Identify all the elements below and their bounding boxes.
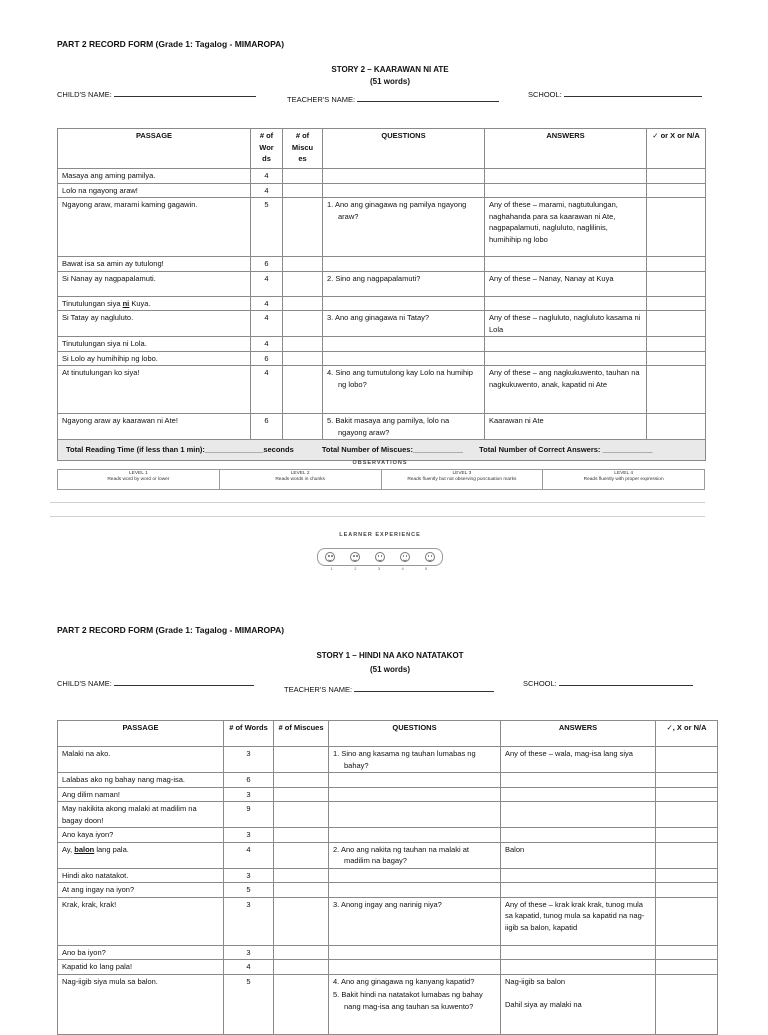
question-cell: 3. Ano ang ginagawa ni Tatay?	[323, 311, 485, 337]
check-cell[interactable]	[647, 366, 706, 414]
teacher-name-line[interactable]	[354, 684, 494, 692]
words-cell: 4	[251, 337, 283, 352]
total-reading-time[interactable]: Total Reading Time (if less than 1 min):______________seconds	[66, 445, 294, 454]
learner-experience-scale[interactable]	[317, 548, 443, 566]
passage-cell: Ano kaya iyon?	[58, 828, 224, 843]
words-cell: 9	[224, 802, 274, 828]
question-cell: 5. Bakit masaya ang pamilya, lolo na ngayong araw?	[323, 414, 485, 440]
form-title-2: PART 2 RECORD FORM (Grade 1: Tagalog - MIMAROPA)	[57, 625, 285, 635]
question-cell: 1. Sino ang kasama ng tauhan lumabas ng bahay?	[329, 747, 501, 773]
table-row	[58, 960, 718, 975]
table-row	[58, 337, 706, 352]
passage-cell: Nag-iigib siya mula sa balon.	[58, 974, 224, 1034]
passage-cell: Si Lolo ay humihihip ng lobo.	[58, 351, 251, 366]
miscues-cell[interactable]	[274, 945, 329, 960]
words-cell: 3	[224, 747, 274, 773]
check-cell[interactable]	[647, 414, 706, 440]
totals-row	[58, 440, 706, 461]
answer-cell: Kaarawan ni Ate	[485, 414, 647, 440]
form-title: PART 2 RECORD FORM (Grade 1: Tagalog - MIMAROPA)	[57, 39, 285, 49]
header-answers: ANSWERS	[485, 129, 647, 169]
check-cell[interactable]	[656, 883, 718, 898]
miscues-cell[interactable]	[283, 311, 323, 337]
teacher-name-line[interactable]	[357, 94, 499, 102]
words-cell: 3	[224, 868, 274, 883]
check-cell[interactable]	[647, 337, 706, 352]
smiley-face-icon[interactable]	[425, 552, 435, 562]
passage-cell: Bawat isa sa amin ay tutulong!	[58, 257, 251, 272]
header-passage: PASSAGE	[58, 129, 251, 169]
passage-cell: Si Tatay ay nagluluto.	[58, 311, 251, 337]
miscues-cell[interactable]	[274, 868, 329, 883]
header-words: # of Words	[224, 721, 274, 747]
header-check: ✓ or X or N/A	[647, 129, 706, 169]
table-row	[58, 257, 706, 272]
miscues-cell[interactable]	[274, 883, 329, 898]
table-row	[58, 787, 718, 802]
check-cell[interactable]	[656, 747, 718, 773]
miscues-cell[interactable]	[283, 183, 323, 198]
miscues-cell[interactable]	[283, 414, 323, 440]
table-row	[58, 296, 706, 311]
miscues-cell[interactable]	[274, 974, 329, 1034]
check-cell[interactable]	[647, 311, 706, 337]
miscues-cell[interactable]	[274, 747, 329, 773]
level-1-cell[interactable]: LEVEL 1 Reads word by word or lower	[58, 470, 220, 490]
check-cell[interactable]	[647, 257, 706, 272]
child-name-label: CHILD'S NAME:	[57, 679, 112, 688]
passage-cell: Si Nanay ay nagpapalamuti.	[58, 271, 251, 296]
child-name-field[interactable]	[57, 89, 256, 99]
smiley-face-icon[interactable]	[400, 552, 410, 562]
word-count-2: (51 words)	[369, 665, 410, 674]
passage-cell: May nakikita akong malaki at madilim na bagay doon!	[58, 802, 224, 828]
passage-cell: Ngayong araw, marami kaming gagawin.	[58, 198, 251, 257]
miscues-cell[interactable]	[274, 802, 329, 828]
words-cell: 6	[251, 351, 283, 366]
header-miscues: # of Miscu es	[283, 129, 323, 169]
answer-cell: Any of these – marami, nagtutulungan, naghahanda para sa kaarawan ni Ate, nagpapalamuti, nagluluto, naglilinis, humihihip ng lobo	[485, 198, 647, 257]
answer-cell: Any of these – ang nagkukuwento, tauhan na nagkukuwento, anak, kapatid ni Ate	[485, 366, 647, 414]
table-row	[58, 271, 706, 296]
table-row	[58, 183, 706, 198]
check-cell[interactable]	[647, 296, 706, 311]
passage-cell: Lalabas ako ng bahay nang mag-isa.	[58, 773, 224, 788]
passage-cell: Tinutulungan siya ni Lola.	[58, 337, 251, 352]
answer-cell: Nag-iigib sa balon Dahil siya ay malaki na	[501, 974, 656, 1034]
check-cell[interactable]	[656, 787, 718, 802]
record-table-story-2	[57, 128, 706, 461]
header-passage: PASSAGE	[58, 721, 224, 747]
check-cell[interactable]	[656, 802, 718, 828]
observations-title: OBSERVATIONS	[352, 460, 408, 466]
question-cell: 2. Sino ang nagpapalamuti?	[323, 271, 485, 296]
smiley-face-icon[interactable]	[350, 552, 360, 562]
school-field-2[interactable]	[523, 678, 693, 688]
passage-cell: Krak, krak, krak!	[58, 897, 224, 945]
header-words: # of Wor ds	[251, 129, 283, 169]
words-cell: 4	[251, 311, 283, 337]
miscues-cell[interactable]	[283, 296, 323, 311]
miscues-cell[interactable]	[274, 897, 329, 945]
miscues-cell[interactable]	[283, 271, 323, 296]
record-table-story-1	[57, 720, 718, 1035]
child-name-field-2[interactable]	[57, 678, 254, 688]
check-cell[interactable]	[656, 773, 718, 788]
passage-cell: Lolo na ngayong araw!	[58, 183, 251, 198]
divider	[50, 516, 705, 517]
words-cell: 6	[251, 414, 283, 440]
table-row	[58, 828, 718, 843]
miscues-cell[interactable]	[283, 366, 323, 414]
header-questions: QUESTIONS	[329, 721, 501, 747]
miscues-cell[interactable]	[283, 257, 323, 272]
check-cell[interactable]	[656, 974, 718, 1034]
table-row	[58, 414, 706, 440]
level-3-cell[interactable]: LEVEL 3 Reads fluently but not observing punctuation marks	[381, 470, 543, 490]
table-row	[58, 169, 706, 184]
check-cell[interactable]	[647, 271, 706, 296]
passage-cell: Kapatid ko lang pala!	[58, 960, 224, 975]
divider	[50, 502, 705, 503]
miscues-cell[interactable]	[274, 828, 329, 843]
words-cell: 4	[251, 169, 283, 184]
table-row	[58, 366, 706, 414]
passage-cell: Ay, balon lang pala.	[58, 842, 224, 868]
school-line[interactable]	[564, 89, 702, 97]
header-check: ✓, X or N/A	[656, 721, 718, 747]
words-cell: 4	[251, 183, 283, 198]
child-name-line[interactable]	[114, 89, 256, 97]
school-field[interactable]	[528, 89, 702, 99]
smiley-face-icon[interactable]	[325, 552, 335, 562]
teacher-name-field-2[interactable]	[284, 684, 494, 694]
words-cell: 4	[251, 366, 283, 414]
total-correct-answers[interactable]: Total Number of Correct Answers: ____________	[479, 445, 653, 454]
school-label: SCHOOL:	[528, 90, 562, 99]
words-cell: 3	[224, 787, 274, 802]
words-cell: 3	[224, 897, 274, 945]
words-cell: 4	[224, 960, 274, 975]
scale-numbers: 1 2 3 4 5	[330, 566, 428, 571]
miscues-cell[interactable]	[283, 198, 323, 257]
passage-cell: Malaki na ako.	[58, 747, 224, 773]
table-row	[58, 868, 718, 883]
check-cell[interactable]	[647, 351, 706, 366]
words-cell: 3	[224, 828, 274, 843]
miscues-cell[interactable]	[283, 337, 323, 352]
story-title: STORY 2 – KAARAWAN NI ATE	[331, 65, 449, 74]
check-cell[interactable]	[656, 842, 718, 868]
words-cell: 5	[251, 198, 283, 257]
words-cell: 4	[251, 296, 283, 311]
words-cell: 6	[224, 773, 274, 788]
miscues-cell[interactable]	[274, 773, 329, 788]
learner-experience-title: LEARNER EXPERIENCE	[339, 532, 421, 538]
table-row	[58, 311, 706, 337]
table-row	[58, 974, 718, 1034]
check-cell[interactable]	[647, 198, 706, 257]
teacher-name-label: TEACHER'S NAME:	[287, 95, 356, 104]
school-line[interactable]	[559, 678, 693, 686]
answer-cell: Any of these – nagluluto, nagluluto kasama ni Lola	[485, 311, 647, 337]
check-cell[interactable]	[656, 960, 718, 975]
total-miscues[interactable]: Total Number of Miscues:____________	[321, 445, 464, 454]
check-cell[interactable]	[656, 828, 718, 843]
smiley-face-icon[interactable]	[375, 552, 385, 562]
question-cell: 2. Ano ang nakita ng tauhan na malaki at madilim na bagay?	[329, 842, 501, 868]
story-title-2: STORY 1 – HINDI NA AKO NATATAKOT	[316, 651, 464, 660]
table-row	[58, 945, 718, 960]
header-miscues: # of Miscues	[274, 721, 329, 747]
child-name-label: CHILD'S NAME:	[57, 90, 112, 99]
table-row	[58, 883, 718, 898]
passage-cell: Ano ba iyon?	[58, 945, 224, 960]
words-cell: 6	[251, 257, 283, 272]
level-2-cell[interactable]: LEVEL 2 Reads words in chunks	[219, 470, 381, 490]
passage-cell: Masaya ang aming pamilya.	[58, 169, 251, 184]
school-label: SCHOOL:	[523, 679, 557, 688]
words-cell: 3	[224, 945, 274, 960]
check-cell[interactable]	[647, 183, 706, 198]
miscues-cell[interactable]	[274, 960, 329, 975]
question-cell: 3. Anong ingay ang narinig niya?	[329, 897, 501, 945]
table-row	[58, 802, 718, 828]
passage-cell: At ang ingay na iyon?	[58, 883, 224, 898]
answer-cell: Any of these – Nanay, Nanay at Kuya	[485, 271, 647, 296]
check-cell[interactable]	[656, 945, 718, 960]
passage-cell: Ang dilim naman!	[58, 787, 224, 802]
words-cell: 4	[251, 271, 283, 296]
teacher-name-field[interactable]	[287, 94, 499, 104]
miscues-cell[interactable]	[274, 787, 329, 802]
header-questions: QUESTIONS	[323, 129, 485, 169]
check-cell[interactable]	[647, 169, 706, 184]
answer-cell: Balon	[501, 842, 656, 868]
words-cell: 4	[224, 842, 274, 868]
answer-cell: Any of these – wala, mag-isa lang siya	[501, 747, 656, 773]
header-answers: ANSWERS	[501, 721, 656, 747]
passage-cell: At tinutulungan ko siya!	[58, 366, 251, 414]
observations-table	[57, 469, 705, 490]
words-cell: 5	[224, 883, 274, 898]
miscues-cell[interactable]	[274, 842, 329, 868]
passage-cell: Hindi ako natatakot.	[58, 868, 224, 883]
word-count: (51 words)	[369, 77, 410, 86]
level-4-cell[interactable]: LEVEL 4 Reads fluently with proper expression	[543, 470, 705, 490]
table-row	[58, 897, 718, 945]
passage-cell: Ngayong araw ay kaarawan ni Ate!	[58, 414, 251, 440]
question-cell: 1. Ano ang ginagawa ng pamilya ngayong araw?	[323, 198, 485, 257]
table-row	[58, 773, 718, 788]
check-cell[interactable]	[656, 897, 718, 945]
child-name-line[interactable]	[114, 678, 254, 686]
words-cell: 5	[224, 974, 274, 1034]
answer-cell: Any of these – krak krak krak, tunog mula sa kapatid, tunog mula sa kapatid na nag-iigib sa balon, kapatid	[501, 897, 656, 945]
check-cell[interactable]	[656, 868, 718, 883]
table-row	[58, 198, 706, 257]
teacher-name-label: TEACHER'S NAME:	[284, 685, 353, 694]
table-row	[58, 747, 718, 773]
question-cell: 4. Ano ang ginagawa ng kanyang kapatid? 5. Bakit hindi na natatakot lumabas ng bahay nang mag-isa ang tauhan sa kuwento?	[329, 974, 501, 1034]
miscues-cell[interactable]	[283, 351, 323, 366]
miscues-cell[interactable]	[283, 169, 323, 184]
table-row	[58, 351, 706, 366]
question-cell: 4. Sino ang tumutulong kay Lolo na humihip ng lobo?	[323, 366, 485, 414]
table-row	[58, 842, 718, 868]
passage-cell: Tinutulungan siya ni Kuya.	[58, 296, 251, 311]
